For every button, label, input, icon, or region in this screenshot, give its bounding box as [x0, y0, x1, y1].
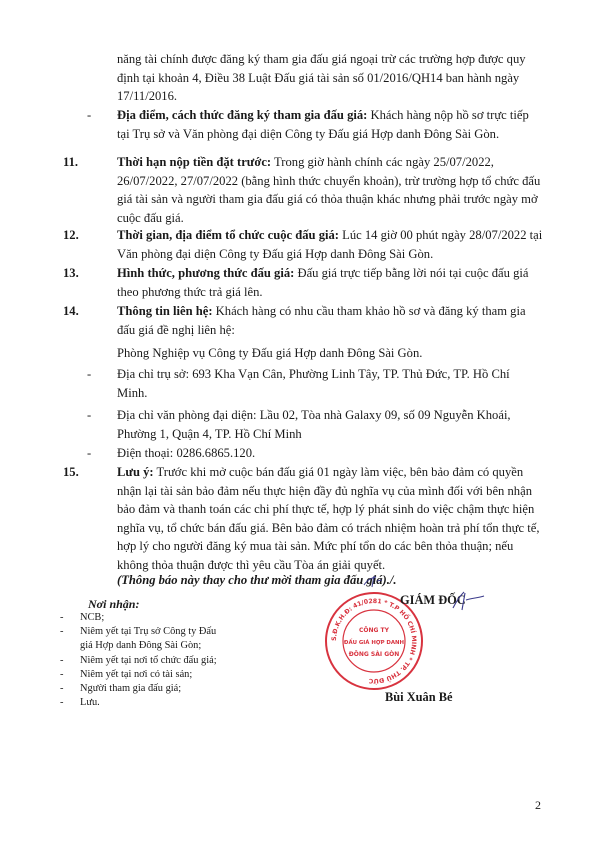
handwritten-mark: [362, 575, 384, 589]
text-line: giá tài sản và người tham gia đấu giá có thỏa thuận khác nhưng phải trước ngày mở: [117, 192, 538, 207]
section-number: 13.: [63, 266, 79, 280]
section-label: Hình thức, phương thức đấu giá:: [117, 266, 295, 280]
text-line: 17/11/2016.: [117, 89, 178, 104]
seal-ring-text: S.Đ.K.H.Đ: 41/0281 * T.P HỒ CHÍ MINH * TP. THỦ ĐỨC: [330, 597, 418, 685]
contact-representative-office: [117, 406, 554, 443]
text-line: Địa chỉ văn phòng đại diện: Lầu 02, Tòa nhà Galaxy 09, số 09 Nguyễn Khoái,: [117, 408, 511, 422]
text-line: Phường 1, Quận 4, TP. Hồ Chí Minh: [117, 426, 302, 441]
text-line: đấu giá đề nghị liên hệ:: [117, 322, 235, 337]
bullet-dash: -: [87, 446, 92, 460]
text-line: Lúc 14 giờ 00 phút ngày 28/07/2022 tại: [339, 228, 543, 242]
bullet-dash: -: [87, 408, 92, 422]
text-line: Đấu giá trực tiếp bằng lời nói tại cuộc đấu giá: [294, 266, 529, 280]
section-label: Thông tin liên hệ:: [117, 304, 213, 318]
contact-department: [117, 344, 554, 363]
signer-title: GIÁM ĐỐC: [400, 593, 466, 607]
text-line: hợp lý cho người đăng ký mua tài sản. Mức phí tổn do các bên thỏa thuận; nếu: [117, 539, 514, 554]
list-item: - Niêm yết tại Trụ sở Công ty Đấu: [60, 626, 217, 638]
section-14: [117, 302, 554, 339]
section-label: Địa điểm, cách thức đăng ký tham gia đấu giá:: [117, 108, 368, 122]
section-label: Lưu ý:: [117, 465, 154, 479]
signer-name: Bùi Xuân Bé: [385, 690, 453, 704]
section-label: Thời hạn nộp tiền đặt trước:: [117, 155, 272, 169]
seal-line2: ĐẤU GIÁ HỢP DANH: [343, 640, 405, 646]
list-item: - Niêm yết tại nơi tổ chức đấu giá;: [60, 654, 217, 666]
closing-note: (Thông báo này thay cho thư mời tham gia đấu giá)./.: [117, 573, 397, 587]
seal-company: CÔNG TY: [359, 627, 389, 634]
text-line: Địa chỉ trụ sở: 693 Kha Vạn Cân, Phường Linh Tây, TP. Thủ Đức, TP. Hồ Chí: [117, 367, 510, 381]
handwritten-signature: [450, 590, 490, 614]
section-label: Thời gian, địa điểm tổ chức cuộc đấu giá:: [117, 228, 339, 242]
text-line: 26/07/2022, 27/07/2022 (bằng hình thức chuyển khoản), trừ trường hợp tổ chức đấu: [117, 173, 541, 188]
text-line: theo phương thức trả giá lên.: [117, 284, 263, 299]
list-item-continuation: giá Hợp danh Đông Sài Gòn;: [80, 640, 202, 652]
list-item: - NCB;: [60, 612, 105, 623]
text-line: cuộc đấu giá.: [117, 210, 184, 225]
text-line: định tại khoản 4, Điều 38 Luật Đấu giá tài sản số 01/2016/QH14 ban hành ngày: [117, 70, 520, 85]
page-number: 2: [535, 798, 541, 812]
bullet-dash: -: [87, 108, 92, 122]
section-number: 12.: [63, 228, 79, 242]
recipients-list: [60, 611, 217, 710]
text-line: Văn phòng đại diện Công ty Đấu giá Hợp danh Đông Sài Gòn.: [117, 246, 434, 261]
section-number: 14.: [63, 304, 79, 318]
text-line: năng tài chính được đăng ký tham gia đấu giá ngoại trừ các trường hợp được quy: [117, 52, 526, 66]
text-line: Phòng Nghiệp vụ Công ty Đấu giá Hợp danh Đông Sài Gòn.: [117, 346, 423, 360]
text-line: tại Trụ sở và Văn phòng đại diện Công ty Đấu giá Hợp danh Đông Sài Gòn.: [117, 126, 500, 141]
section-13: [117, 264, 554, 301]
section-15: [117, 463, 554, 575]
text-line: nghĩa vụ, tổ chức bán đấu giá. Bên bảo đảm có trách nhiệm hoàn trả phí tổn thực tế,: [117, 520, 540, 535]
seal-line3: ĐÔNG SÀI GÒN: [348, 651, 400, 658]
contact-head-office: [117, 365, 554, 402]
bullet-dash: -: [87, 367, 92, 381]
paragraph-continuation: [117, 50, 554, 106]
text-line: Trước khi mở cuộc bán đấu giá 01 ngày làm việc, bên bảo đảm có quyền: [153, 465, 524, 479]
text-line: nhận lại tài sản bảo đảm nếu thực hiện đầy đủ nghĩa vụ của mình đối với bên nhận: [117, 483, 532, 498]
list-item: - Niêm yết tại nơi có tài sản;: [60, 668, 193, 680]
section-number: 15.: [63, 465, 79, 479]
recipients-title: Nơi nhận:: [88, 597, 140, 611]
text-line: không thỏa thuận được thì yêu cầu Tòa án giải quyết.: [117, 557, 386, 572]
contact-phone: [117, 444, 554, 463]
section-11: [117, 153, 554, 227]
section-12: [117, 226, 554, 263]
text-line: Minh.: [117, 385, 148, 400]
text-line: Điện thoại: 0286.6865.120.: [117, 446, 256, 460]
text-line: Khách hàng có nhu cầu tham khảo hồ sơ và đăng ký tham gia: [212, 304, 526, 318]
text-line: Khách hàng nộp hồ sơ trực tiếp: [367, 108, 529, 122]
section-number: 11.: [63, 155, 79, 169]
paragraph-dia-diem: [117, 106, 554, 143]
list-item: - Lưu.: [60, 697, 100, 709]
text-line: bảo đảm và thanh toán các chi phí thực tế, hợp lý phát sinh do việc chậm thực hiện: [117, 502, 535, 517]
text-line: Trong giờ hành chính các ngày 25/07/2022,: [271, 155, 494, 169]
list-item: - Người tham gia đấu giá;: [60, 683, 182, 695]
